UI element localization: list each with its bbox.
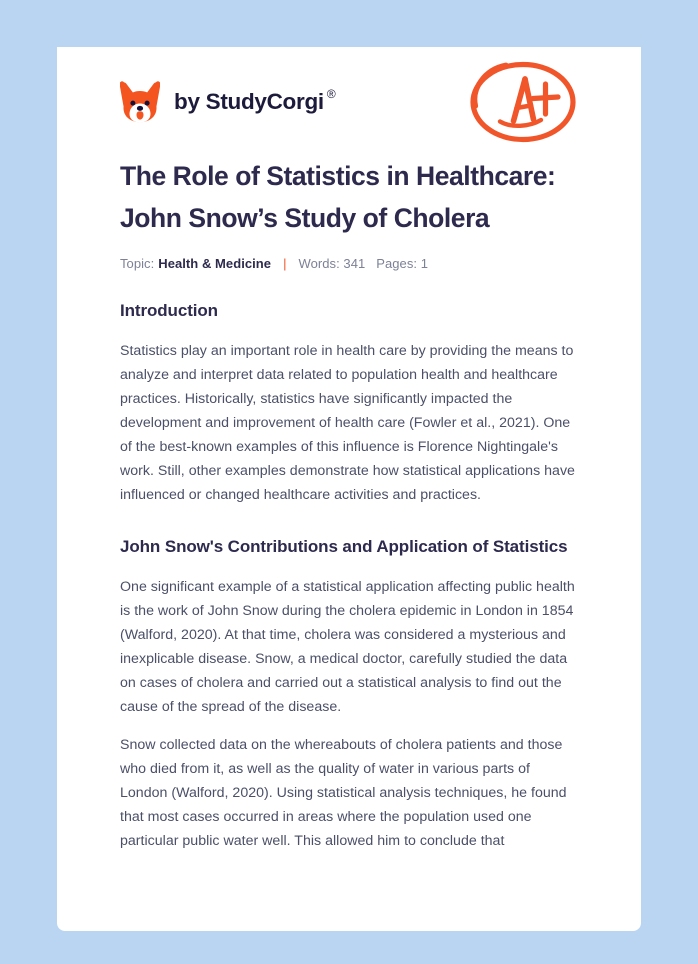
corgi-head-icon	[120, 81, 160, 123]
meta-separator: |	[283, 256, 287, 271]
paragraph: One significant example of a statistical application affecting public health is the work of John Snow during the cholera epidemic in London in 1854 (Walford, 2020). At that time, cholera was considered a mysterious and inexplicable disease. Snow, a medical doctor, carefully studied the data on cases of cholera and carried out a statistical analysis to find out the cause of the spread of the disease.	[120, 579, 575, 715]
meta-topic-value[interactable]: Health & Medicine	[158, 256, 272, 271]
meta-pages: Pages: 1	[376, 256, 428, 271]
brand-logo[interactable]	[120, 81, 335, 123]
brand-name-text: by StudyCorgi	[174, 88, 324, 114]
brand-name	[174, 86, 336, 115]
document-header	[120, 47, 579, 152]
paragraph: Snow collected data on the whereabouts of cholera patients and those who died from it, as well as the quality of water in various parts of London (Walford, 2020). Using statistical analysis techniques, he found that most cases occurred in areas where the population used one particular public water well. This allowed him to conclude that	[120, 737, 567, 849]
meta-words: Words: 341	[298, 256, 366, 271]
a-plus-grade-badge	[467, 59, 579, 145]
meta-topic-label: Topic:	[120, 256, 155, 271]
document-meta	[120, 256, 579, 271]
paragraph: Statistics play an important role in health care by providing the means to analyze and interpret data related to population health and healthcare practices. Historically, statistics have significantly impacted the development and improvement of health care (Fowler et al., 2021). One of the best-known examples of this influence is Florence Nightingale's work. Still, other examples demonstrate how statistical applications have influenced or changed healthcare activities and practices.	[120, 343, 575, 503]
document-sheet	[57, 47, 641, 931]
registered-trademark-icon: ®	[326, 86, 336, 101]
page-title: The Role of Statistics in Healthcare: John Snow’s Study of Cholera	[120, 161, 556, 233]
section-heading-introduction: Introduction	[120, 301, 218, 320]
section-heading-john-snow-contributions: John Snow's Contributions and Application of Statistics	[120, 537, 568, 556]
